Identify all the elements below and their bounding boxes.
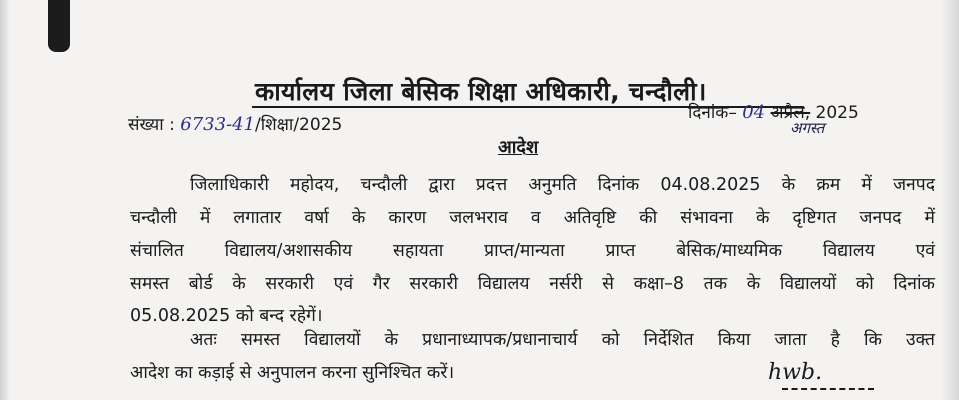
paragraph1-line: जिलाधिकारी महोदय, चन्दौली द्वारा प्रदत्त अनुमति दिनांक 04.08.2025 के क्रम में जनपद <box>190 175 935 195</box>
date-handwritten-month: अगस्त <box>790 119 825 137</box>
paragraph1-line: समस्त बोर्ड के सरकारी एवं गैर सरकारी विद्यालय नर्सरी से कक्षा–8 तक के विद्यालयों को दिनांक <box>130 274 935 294</box>
date-handwritten-day: 04 <box>742 102 766 123</box>
date-struck-month: अप्रैल, <box>770 103 811 123</box>
date-year: 2025 <box>815 103 859 123</box>
paragraph1-line: संचालित विद्यालय/अशासकीय सहायता प्राप्त/मान्यता प्राप्त बेसिक/माध्यमिक विद्यालय एवं <box>130 241 935 261</box>
page-edge-shadow <box>0 0 10 400</box>
paragraph1-line: 05.08.2025 को बन्द रहेगें। <box>130 306 323 326</box>
reference-suffix: /शिक्षा/2025 <box>255 115 343 135</box>
reference-label: संख्या <box>128 115 164 135</box>
binding-clip <box>48 0 70 52</box>
date-line <box>688 100 859 123</box>
paragraph2-line: आदेश का कड़ाई से अनुपालन करना सुनिश्चित करें। <box>130 363 455 383</box>
office-title: कार्यालय जिला बेसिक शिक्षा अधिकारी, चन्दौली। <box>255 77 707 106</box>
order-heading: आदेश <box>498 137 539 158</box>
signature-date-scribble <box>782 388 874 400</box>
signature: hwb. <box>768 360 823 385</box>
reference-number: संख्या : 6733-41/शिक्षा/2025 <box>128 114 343 135</box>
reference-handwritten-number: 6733-41 <box>180 114 256 135</box>
paragraph2-line: अतः समस्त विद्यालयों के प्रधानाध्यापक/प्रधानाचार्य को निर्देशित किया जाता है कि उक्त <box>190 330 935 350</box>
date-label: दिनांक– <box>688 103 737 123</box>
page-right-edge <box>941 0 959 400</box>
paragraph1-line: चन्दौली में लगातार वर्षा के कारण जलभराव व अतिवृष्टि की संभावना के दृष्टिगत जनपद में <box>130 208 935 228</box>
